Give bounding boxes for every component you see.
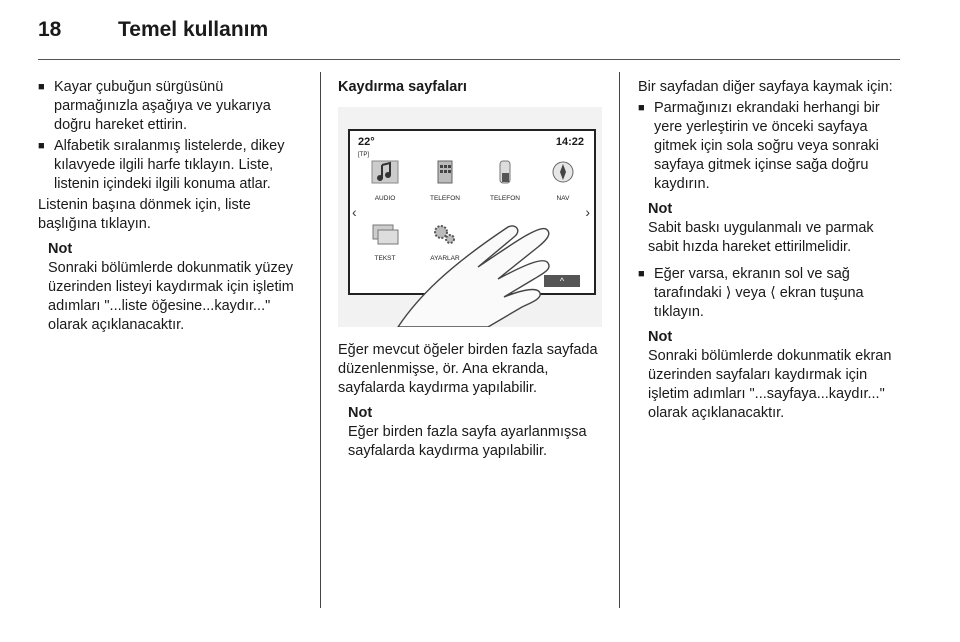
note-text: Sonraki bölümlerde dokunmatik yüzey üzerinden listeyi kaydırmak için işletim adımları "...liste öğesine...kaydır..." olarak açıklanacaktır.	[48, 260, 294, 333]
page-left-arrow-icon[interactable]: ‹	[352, 204, 357, 220]
bullet-item	[638, 99, 908, 194]
clock-readout: 14:22	[555, 136, 584, 148]
note-label: Not	[648, 329, 673, 345]
note-label: Not	[48, 241, 73, 257]
app-label-ayarlar: AYARLAR	[430, 255, 460, 262]
bullet-text: Eğer varsa, ekranın sol ve sağ tarafındaki ⟩ veya ⟨ ekran tuşuna tıklayın.	[654, 266, 864, 320]
app-label-nav: NAV	[556, 195, 570, 202]
bullet-text: Parmağınızı ekrandaki herhangi bir yere yerleştirin ve önceki sayfaya gitmek için sola soğru veya sonraki sayfaya gitmek içinse sağa doğru kaydırın.	[654, 100, 880, 192]
swiping-hand-icon	[338, 107, 602, 327]
temperature-readout: 22°	[358, 136, 375, 148]
bullet-square-icon: ■	[38, 140, 45, 152]
page-right-arrow-icon[interactable]: ›	[585, 204, 590, 220]
note-text: Eğer birden fazla sayfa ayarlanmışsa sayfalarda kaydırma yapılabilir.	[348, 424, 587, 459]
page-number: 18	[38, 18, 62, 41]
note-label: Not	[648, 201, 673, 217]
header-rule	[38, 59, 900, 60]
note-text: Sonraki bölümlerde dokunmatik ekran üzerinden sayfaları kaydırmak için işletim adımları "...sayfaya...kaydır..." olarak açıklanacaktır.	[648, 348, 892, 421]
column-1	[38, 78, 310, 335]
paragraph: Bir sayfadan diğer sayfaya kaymak için:	[638, 79, 893, 95]
note-box	[638, 200, 908, 257]
note-text: Sabit baskı uygulanmalı ve parmak sabit hızda hareket ettirilmelidir.	[648, 220, 874, 255]
section-heading: Kaydırma sayfaları	[338, 79, 467, 95]
page-title: Temel kullanım	[118, 18, 269, 41]
column-3	[638, 78, 908, 423]
app-label-audio: AUDIO	[374, 195, 396, 202]
note-label: Not	[348, 405, 373, 421]
column-divider-2	[619, 72, 620, 608]
bullet-text: Alfabetik sıralanmış listelerde, dikey kılavyede ilgili harfe tıklayın. Liste, listenin içindeki ilgili konuma atlar.	[54, 138, 285, 192]
note-box	[38, 240, 310, 335]
home-screen-figure	[338, 107, 602, 327]
column-2	[338, 78, 608, 461]
bullet-square-icon: ■	[638, 102, 645, 114]
app-label-tekst: TEKST	[374, 255, 396, 262]
bullet-item	[38, 137, 310, 194]
tp-indicator: [TP]	[358, 152, 370, 158]
bullet-item	[638, 265, 908, 322]
note-box	[338, 404, 608, 461]
column-divider-1	[320, 72, 321, 608]
paragraph: Listenin başına dönmek için, liste başlığına tıklayın.	[38, 197, 251, 232]
scroll-up-button[interactable]: ^	[544, 275, 580, 287]
app-label-telefon: TELEFON	[490, 195, 520, 202]
bullet-item	[38, 78, 310, 135]
app-label-telefon: TELEFON	[430, 195, 460, 202]
bullet-square-icon: ■	[638, 268, 645, 280]
note-box	[638, 328, 908, 423]
bullet-text: Kayar çubuğun sürgüsünü parmağınızla aşağıya ve yukarıya doğru hareket ettirin.	[54, 79, 271, 133]
bullet-square-icon: ■	[38, 81, 45, 93]
paragraph: Eğer mevcut öğeler birden fazla sayfada düzenlenmişse, ör. Ana ekranda, sayfalarda kaydırma yapılabilir.	[338, 342, 598, 396]
